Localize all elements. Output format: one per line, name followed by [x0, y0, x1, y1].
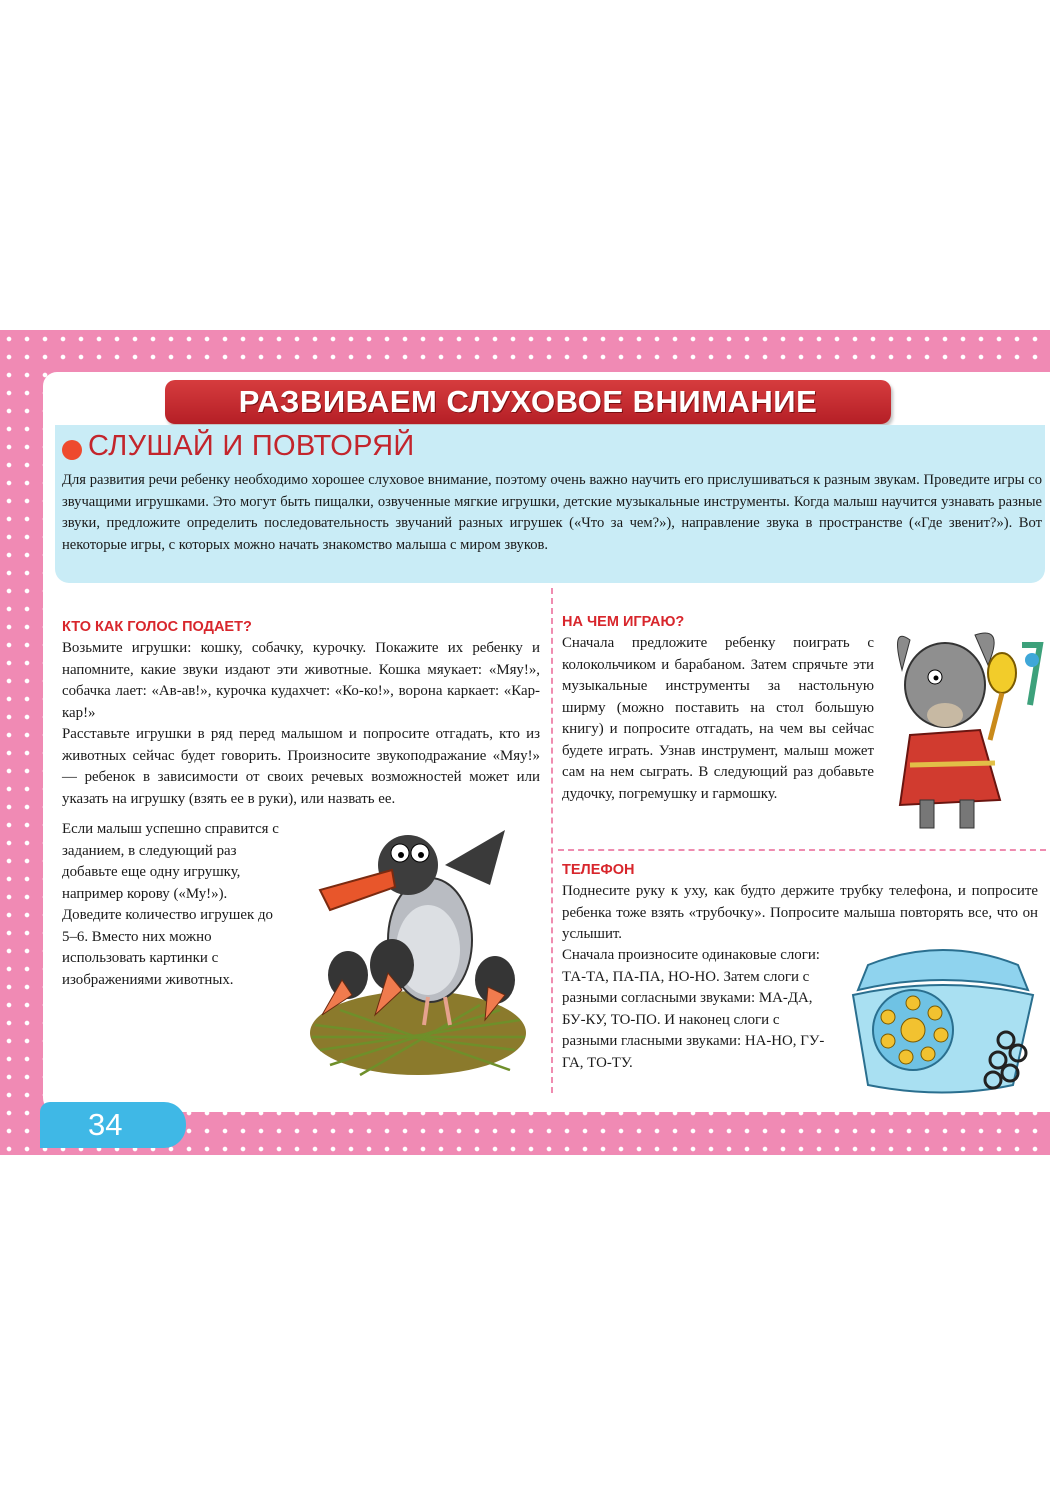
bullet-icon: [62, 440, 82, 460]
game2-heading: НА ЧЕМ ИГРАЮ?: [562, 614, 685, 630]
telephone-illustration: [838, 935, 1048, 1100]
game2-text: Сначала предложите ребенку поиграть с колокольчиком и барабаном. Затем спрячьте эти музыкальные инструменты за настольную ширму (можно поставить на стол большую книгу) и попросите отгадать, на чем вы сейчас будете играть. Узнав инструмент, малыш может сам на нем сыграть. В следующий раз добавьте дудочку, погремушку и гармошку.: [562, 635, 874, 802]
game3-text1: Поднесите руку к уху, как будто держите трубку телефона, и попросите ребенка тоже взять «трубочку». Попросите малыша повторять все, что он услышит.: [562, 883, 1038, 942]
crow-nest-illustration: [300, 815, 530, 1095]
game1-text2: Расставьте игрушки в ряд перед малышом и попросите отгадать, кто из животных сейчас будет говорить. Произносите звукоподражание «Мяу!» — ребенок в зависимости от своих речевых возможностей может или указать на игрушку (взять ее в руки), или назвать ее.: [62, 726, 540, 807]
intro-text: Для развития речи ребенку необходимо хорошее слуховое внимание, поэтому очень важно научить его прислушиваться к разным звукам. Проведите игры со звучащими игрушками. Это могут быть пищалки, озвученные мягкие игрушки, детские музыкальные инструменты. Когда малыш научится узнавать разные звуки, предложите определить последовательность звучаний разных игрушек («Что за чем?»), направление звука в пространстве («Где звенит?»). Вот некоторые игры, с которых можно начать знакомство малыша с миром звуков.: [62, 472, 1042, 553]
game3-heading: ТЕЛЕФОН: [562, 862, 635, 878]
section-title: СЛУШАЙ И ПОВТОРЯЙ: [88, 430, 415, 462]
game3-text2: Сначала произносите одинаковые слоги: ТА-ТА, ПА-ПА, НО-НО. Затем слоги с разными согласными звуками: МА-ДА, БУ-КУ, ТО-ПО. И наконец слоги с разными гласными звуками: НА-НО, ГУ-ГА, ТО-ТУ.: [562, 947, 825, 1071]
page-number: 34: [88, 1107, 123, 1142]
game1-text1: Возьмите игрушки: кошку, собачку, курочку. Покажите их ребенку и напомните, какие звуки издают эти животные. Кошка мяукает: «Мяу!», собачка лает: «Ав-ав!», курочка кудахчет: «Ко-ко!», ворона каркает: «Кар-кар!»: [62, 640, 540, 721]
column-divider: [551, 588, 553, 1093]
page-number-tab: [40, 1102, 186, 1148]
page-title: РАЗВИВАЕМ СЛУХОВОЕ ВНИМАНИЕ: [238, 384, 818, 419]
game1-text3: Если малыш успешно справится с заданием, в следующий раз добавьте еще одну игрушку, например корову («Му!»). Доведите количество игрушек до 5–6. Вместо них можно использовать картинки с изображениями животных.: [62, 821, 279, 988]
goat-illustration: [880, 615, 1050, 845]
game1-heading: КТО КАК ГОЛОС ПОДАЕТ?: [62, 619, 252, 635]
row-divider: [558, 849, 1046, 851]
title-banner: [165, 380, 891, 424]
